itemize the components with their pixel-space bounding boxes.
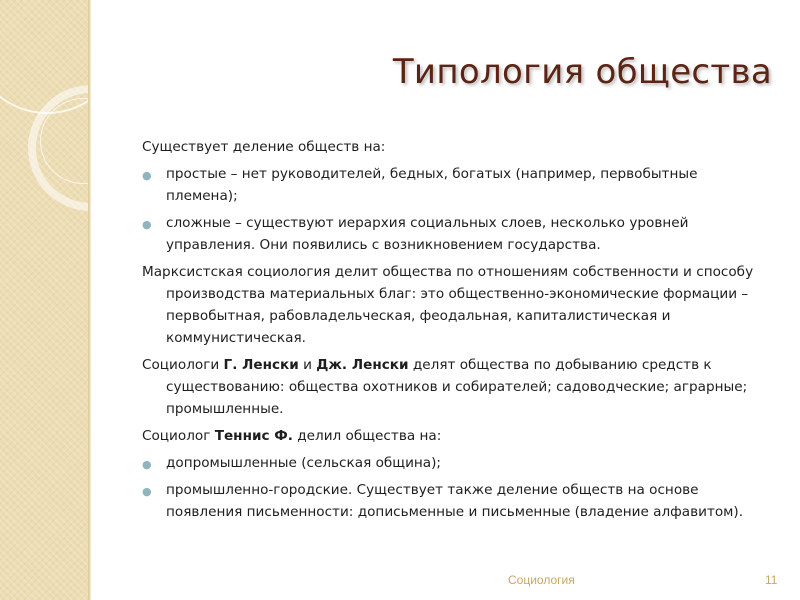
bullet-icon: ● — [142, 458, 152, 471]
list-item — [142, 479, 754, 523]
lenski-rest: делят общества по добыванию средств к существованию: общества охотников и собирателей; садоводческие; аграрные; промышленные. — [166, 357, 748, 417]
list-item — [142, 163, 754, 207]
lenski-and: и — [298, 357, 317, 373]
bullet-icon: ● — [142, 169, 152, 182]
tennis-rest: делил общества на: — [292, 428, 442, 444]
intro-paragraph: Существует деление обществ на: — [142, 139, 386, 155]
bullet-icon: ● — [142, 485, 152, 498]
list-item-text: допромышленные (сельская община); — [166, 455, 442, 471]
lenski-paragraph — [142, 354, 754, 420]
slide-title: Типология общества — [392, 52, 772, 92]
tennis-paragraph — [142, 425, 754, 447]
tennis-name: Теннис Ф. — [214, 428, 293, 444]
lenski-prefix: Социологи — [142, 357, 224, 373]
slide-content — [142, 136, 754, 528]
list-item-text: сложные – существуют иерархия социальных слоев, несколько уровней управления. Они появились с возникновением государства. — [166, 215, 689, 253]
list-item — [142, 452, 754, 474]
list-item-text: простые – нет руководителей, бедных, богатых (например, первобытные племена); — [166, 166, 698, 204]
lenski-name-1: Г. Ленски — [223, 357, 299, 373]
marxist-paragraph: Марксистская социология делит общества по отношениям собственности и способу производства материальных благ: это общественно-экономические формации – первобытная, рабовладельческая, феодальная, капиталистическая и коммунистическая. — [142, 264, 754, 346]
decorative-sidebar — [0, 0, 88, 600]
tennis-prefix: Социолог — [142, 428, 215, 444]
lenski-name-2: Дж. Ленски — [316, 357, 409, 373]
list-item-text: промышленно-городские. Существует также деление обществ на основе появления письменности: дописьменные и письменные (владение алфавитом). — [166, 482, 744, 520]
footer-label: Социология — [508, 573, 575, 587]
bullet-icon: ● — [142, 218, 152, 231]
list-item — [142, 212, 754, 256]
sidebar-edge — [88, 0, 91, 600]
page-number: 11 — [765, 573, 778, 587]
